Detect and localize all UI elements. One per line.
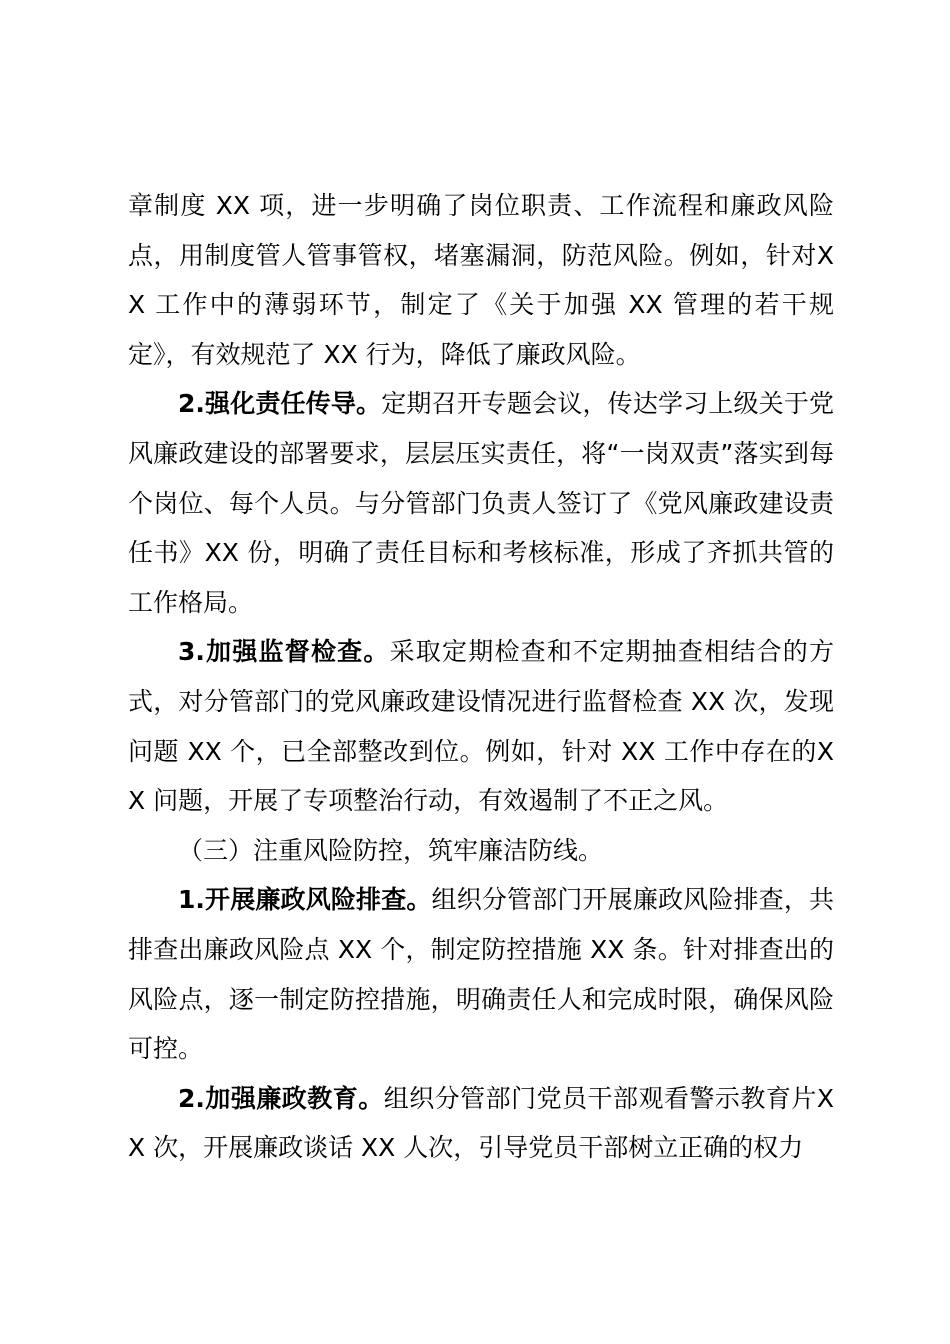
paragraph-education — [128, 1074, 834, 1173]
paragraph-heading: 1.开展廉政风险排查。 — [178, 885, 432, 915]
document-page — [128, 181, 834, 1173]
paragraph-text: 组织分管部门开展廉政风险排查，共排查出廉政风险点 XX 个，制定防控措施 XX 条。针对排查出的风险点，逐一制定防控措施，明确责任人和完成时限，确保风险可控。 — [128, 885, 834, 1064]
paragraph-regulations — [128, 181, 834, 379]
paragraph-text: 定期召开专题会议，传达学习上级关于党风廉政建设的部署要求，层层压实责任，将“一岗双责”落实到每个岗位、每个人员。与分管部门负责人签订了《党风廉政建设责任书》XX 份，明确了责任目标和考核标准，形成了齐抓共管的工作格局。 — [128, 389, 834, 617]
section-heading-text: （三）注重风险防控，筑牢廉洁防线。 — [178, 835, 604, 865]
paragraph-text: 组织分管部门党员干部观看警示教育片XX 次，开展廉政谈话 XX 人次，引导党员干部树立正确的权力 — [128, 1083, 834, 1163]
paragraph-text: 采取定期检查和不定期抽查相结合的方式，对分管部门的党风廉政建设情况进行监督检查 XX 次，发现问题 XX 个，已全部整改到位。例如，针对 XX 工作中存在的XX 问题，开展了专项整治行动，有效遏制了不正之风。 — [128, 637, 834, 816]
paragraph-responsibility — [128, 379, 834, 627]
paragraph-heading: 2.强化责任传导。 — [178, 389, 382, 419]
paragraph-heading: 2.加强廉政教育。 — [178, 1083, 384, 1113]
paragraph-text: 章制度 XX 项，进一步明确了岗位职责、工作流程和廉政风险点，用制度管人管事管权，堵塞漏洞，防范风险。例如，针对XX 工作中的薄弱环节，制定了《关于加强 XX 管理的若干规定》，有效规范了 XX 行为，降低了廉政风险。 — [128, 191, 834, 369]
paragraph-heading: 3.加强监督检查。 — [178, 637, 390, 667]
paragraph-risk-screening — [128, 875, 834, 1073]
section-heading — [128, 826, 834, 876]
paragraph-supervision — [128, 627, 834, 825]
